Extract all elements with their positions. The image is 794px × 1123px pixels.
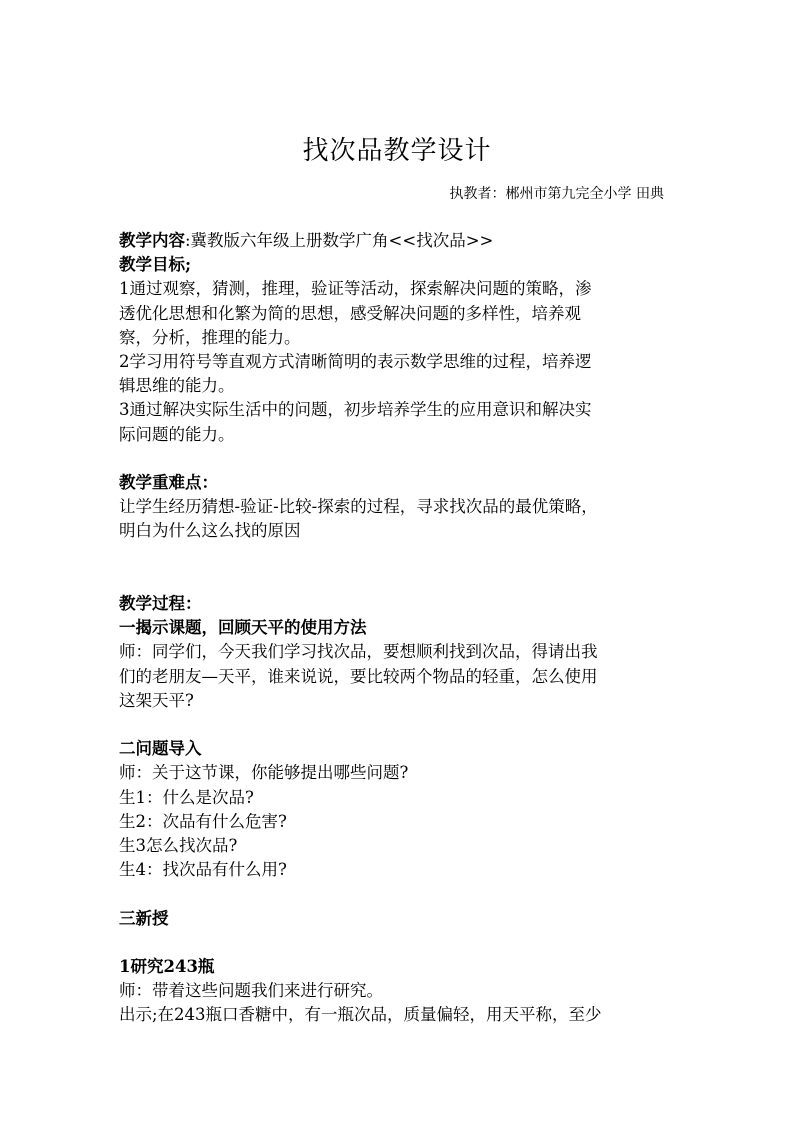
part2-line: 生4：找次品有什么用? <box>119 860 287 880</box>
goals-line: 际问题的能力。 <box>119 424 235 444</box>
spacer <box>119 882 679 906</box>
document-body <box>119 229 679 1028</box>
part1-line: 师：同学们，今天我们学习找次品，要想顺利找到次品，得请出我 <box>119 642 598 662</box>
part2-heading: 二问题导入 <box>119 739 202 759</box>
goals-line: 辑思维的能力。 <box>119 376 235 396</box>
spacer <box>119 544 679 592</box>
difficulty-line: 明白为什么这么找的原因 <box>119 521 301 541</box>
content-value: :冀教版六年级上册数学广角<<找次品>> <box>185 231 494 250</box>
content-line <box>119 229 679 253</box>
part2-line: 生2：次品有什么危害? <box>119 811 287 831</box>
part3-1-line: 师：带着这些问题我们来进行研究。 <box>119 981 383 1001</box>
author-line: 执教者：郴州市第九完全小学 田典 <box>449 186 664 202</box>
difficulty-line: 让学生经历猜想-验证-比较-探索的过程，寻求找次品的最优策略， <box>119 497 598 517</box>
spacer <box>119 931 679 955</box>
difficulty-heading: 教学重难点： <box>119 473 218 493</box>
part3-1-line: 出示;在243瓶口香糖中，有一瓶次品，质量偏轻，用天平称，至少 <box>119 1005 602 1025</box>
spacer <box>119 713 679 737</box>
goals-heading: 教学目标; <box>119 255 192 275</box>
part2-line: 生1：什么是次品? <box>119 787 254 807</box>
part1-line: 这架天平? <box>119 690 194 710</box>
document-title: 找次品教学设计 <box>302 136 492 166</box>
part3-1-heading: 1研究243瓶 <box>119 957 215 977</box>
part1-heading: 一揭示课题，回顾天平的使用方法 <box>119 618 367 638</box>
goals-line: 3通过解决实际生活中的问题，初步培养学生的应用意识和解决实 <box>119 400 592 420</box>
goals-line: 透优化思想和化繁为简的思想，感受解决问题的多样性，培养观 <box>119 303 581 323</box>
part1-line: 们的老朋友—天平，谁来说说，要比较两个物品的轻重，怎么使用 <box>119 666 598 686</box>
part3-heading: 三新授 <box>119 908 169 928</box>
process-heading: 教学过程： <box>119 594 202 614</box>
part2-line: 师：关于这节课，你能够提出哪些问题? <box>119 763 409 783</box>
part2-line: 生3怎么找次品? <box>119 836 238 856</box>
goals-line: 察，分析，推理的能力。 <box>119 327 301 347</box>
content-label: 教学内容 <box>119 231 185 250</box>
goals-line: 1通过观察，猜测，推理，验证等活动，探索解决问题的策略，渗 <box>119 279 592 299</box>
spacer <box>119 447 679 471</box>
goals-line: 2学习用符号等直观方式清晰简明的表示数学思维的过程，培养逻 <box>119 352 592 372</box>
